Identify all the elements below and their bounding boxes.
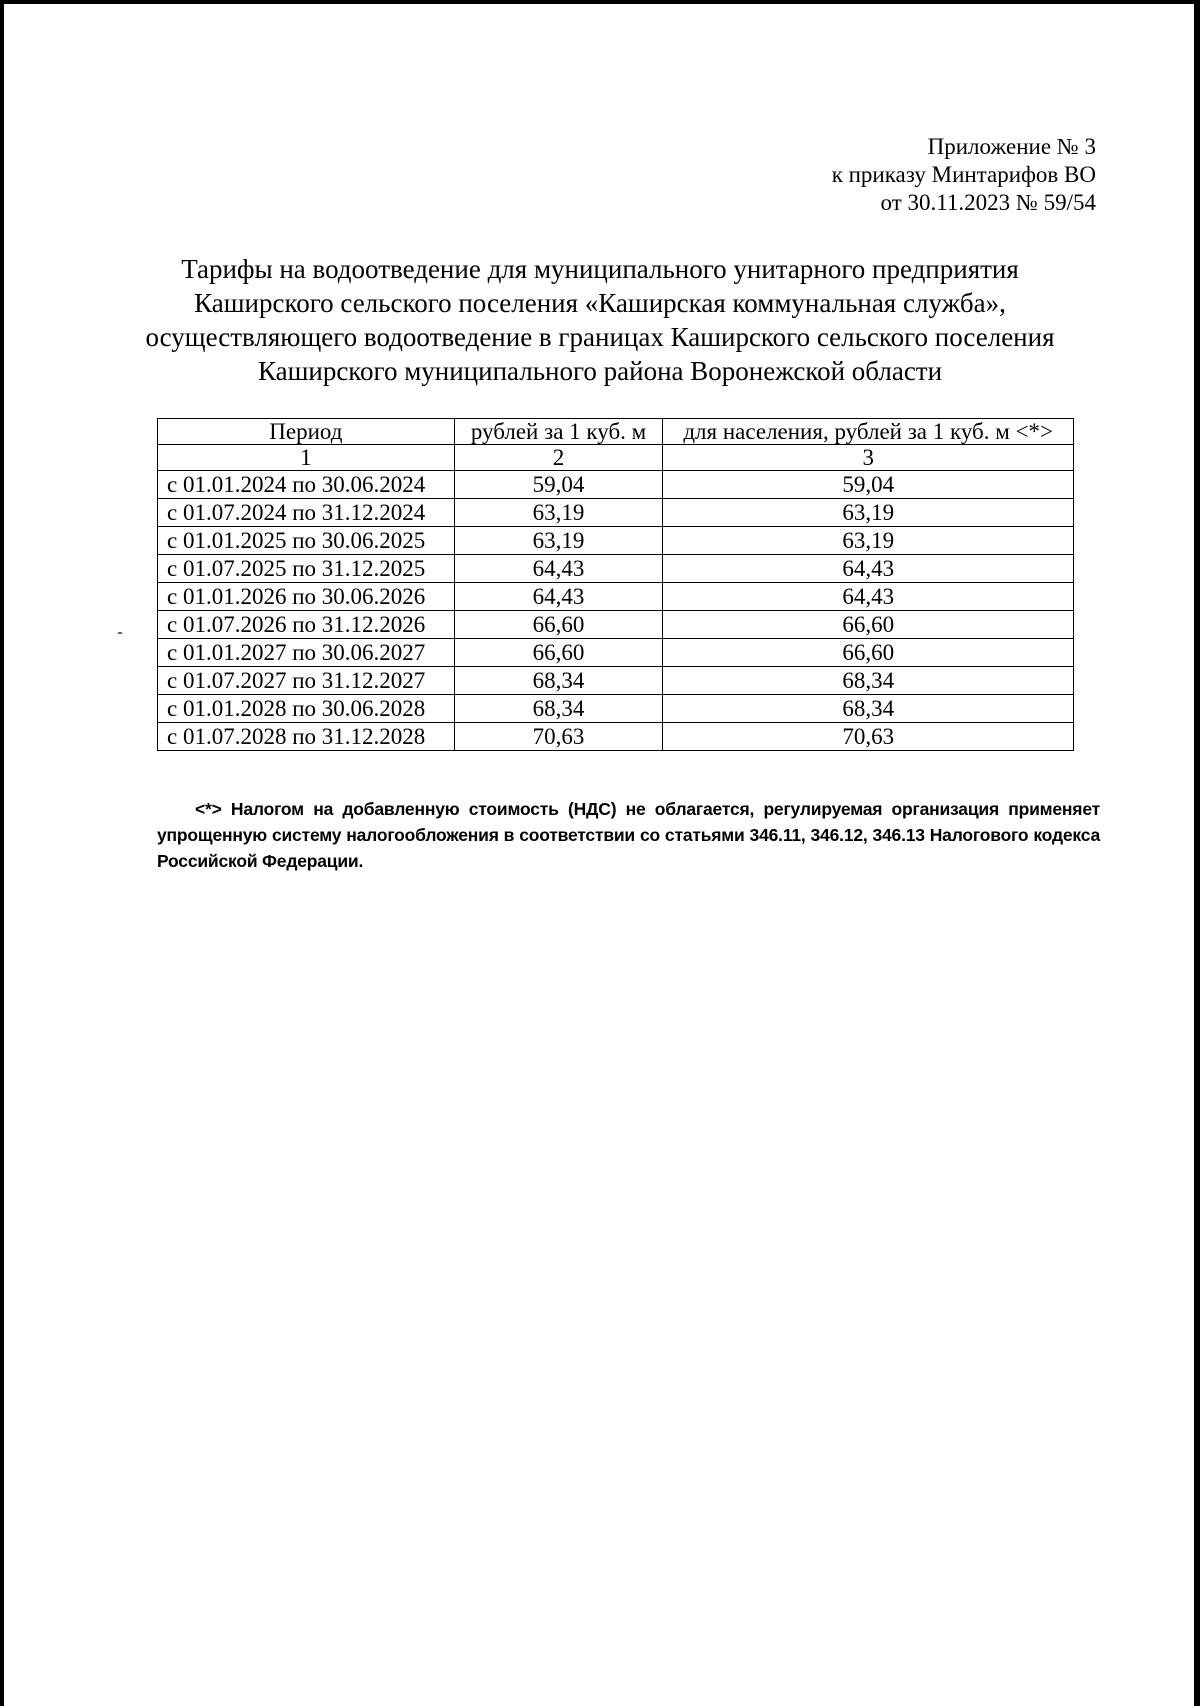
population-rate-cell: 59,04 [663, 471, 1074, 499]
scan-border-right [1194, 0, 1200, 1706]
title-line-3: осуществляющего водоотведение в границах Каширского сельского поселения [145, 322, 1055, 352]
table-row [158, 611, 1074, 639]
table-header-row [158, 419, 1074, 445]
table-row [158, 723, 1074, 751]
appendix-header [832, 133, 1096, 217]
rate-cell: 63,19 [454, 499, 663, 527]
period-cell: с 01.01.2027 по 30.06.2027 [158, 639, 455, 667]
population-rate-cell: 68,34 [663, 695, 1074, 723]
header-rate: рублей за 1 куб. м [454, 419, 663, 445]
population-rate-cell: 63,19 [663, 499, 1074, 527]
table-row [158, 639, 1074, 667]
period-cell: с 01.07.2024 по 31.12.2024 [158, 499, 455, 527]
table-row [158, 471, 1074, 499]
column-number: 2 [454, 445, 663, 471]
appendix-order-date: от 30.11.2023 № 59/54 [880, 190, 1096, 215]
period-cell: с 01.01.2026 по 30.06.2026 [158, 583, 455, 611]
rate-cell: 68,34 [454, 667, 663, 695]
column-number: 1 [158, 445, 455, 471]
table-row [158, 499, 1074, 527]
period-cell: с 01.07.2028 по 31.12.2028 [158, 723, 455, 751]
rate-cell: 66,60 [454, 611, 663, 639]
period-cell: с 01.07.2027 по 31.12.2027 [158, 667, 455, 695]
document-title [100, 252, 1100, 388]
column-number: 3 [663, 445, 1074, 471]
header-population-rate: для населения, рублей за 1 куб. м <*> [663, 419, 1074, 445]
rate-cell: 64,43 [454, 555, 663, 583]
period-cell: с 01.07.2025 по 31.12.2025 [158, 555, 455, 583]
table-row [158, 667, 1074, 695]
table-row [158, 527, 1074, 555]
column-number-row [158, 445, 1074, 471]
header-period: Период [158, 419, 455, 445]
population-rate-cell: 66,60 [663, 639, 1074, 667]
rate-cell: 64,43 [454, 583, 663, 611]
appendix-number: Приложение № 3 [927, 134, 1096, 159]
footnote [157, 796, 1100, 874]
footnote-first-line: <*> Налогом на добавленную стоимость (НДС) не облагается, регулируемая организация применяет [195, 799, 1100, 819]
rate-cell: 66,60 [454, 639, 663, 667]
title-line-4: Каширского муниципального района Воронежской области [257, 356, 943, 386]
table-row [158, 555, 1074, 583]
title-line-2: Каширского сельского поселения «Каширская коммунальная служба», [194, 288, 1006, 318]
rate-cell: 68,34 [454, 695, 663, 723]
period-cell: с 01.01.2024 по 30.06.2024 [158, 471, 455, 499]
rate-cell: 63,19 [454, 527, 663, 555]
scan-border-top [0, 0, 1200, 4]
title-line-1: Тарифы на водоотведение для муниципального унитарного предприятия [181, 254, 1019, 284]
rate-cell: 70,63 [454, 723, 663, 751]
period-cell: с 01.01.2028 по 30.06.2028 [158, 695, 455, 723]
period-cell: с 01.01.2025 по 30.06.2025 [158, 527, 455, 555]
tariffs-table [157, 418, 1074, 751]
footnote-continuation: упрощенную систему налогообложения в соответствии со статьями 346.11, 346.12, 346.13 Налогового кодекса Российской Федерации. [157, 825, 1100, 871]
table-row [158, 583, 1074, 611]
scan-border-left [0, 0, 4, 1706]
population-rate-cell: 66,60 [663, 611, 1074, 639]
population-rate-cell: 68,34 [663, 667, 1074, 695]
period-cell: с 01.07.2026 по 31.12.2026 [158, 611, 455, 639]
population-rate-cell: 63,19 [663, 527, 1074, 555]
appendix-order-ref: к приказу Минтарифов ВО [831, 162, 1096, 187]
scan-speck [118, 632, 122, 634]
rate-cell: 59,04 [454, 471, 663, 499]
table-row [158, 695, 1074, 723]
population-rate-cell: 64,43 [663, 583, 1074, 611]
population-rate-cell: 64,43 [663, 555, 1074, 583]
population-rate-cell: 70,63 [663, 723, 1074, 751]
